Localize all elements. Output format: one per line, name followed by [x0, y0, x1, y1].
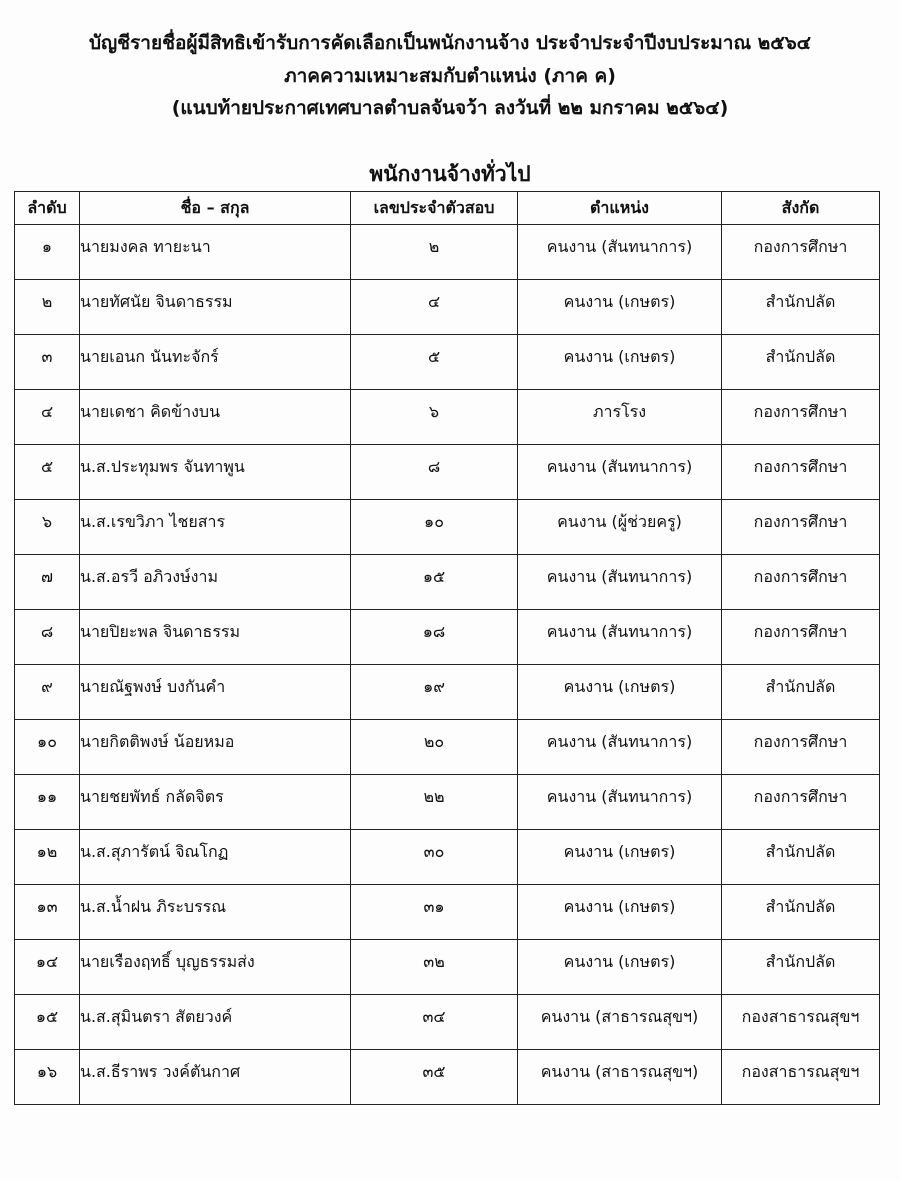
- department-cell: สำนักปลัด: [722, 940, 880, 995]
- exam-id-cell: ๓๐: [351, 830, 518, 885]
- table-header-row: [15, 192, 880, 225]
- candidate-name-cell: น.ส.อรวี อภิวงษ์งาม: [80, 555, 351, 610]
- exam-id-cell: ๑๙: [351, 665, 518, 720]
- department-cell: สำนักปลัด: [722, 830, 880, 885]
- position-cell: ภารโรง: [518, 390, 722, 445]
- candidate-name-cell: นายชยพัทธ์ กลัดจิตร: [80, 775, 351, 830]
- document-subheading: ภาคความเหมาะสมกับตำแหน่ง (ภาค ค): [284, 65, 616, 87]
- table-row: [15, 830, 880, 885]
- department-cell: กองสาธารณสุขฯ: [722, 995, 880, 1050]
- department-cell: กองการศึกษา: [722, 225, 880, 280]
- table-row: [15, 445, 880, 500]
- candidate-name-cell: นายณัฐพงษ์ บงกันคำ: [80, 665, 351, 720]
- row-number-cell: ๑๑: [15, 775, 80, 830]
- header-name: ชื่อ – สกุล: [80, 192, 351, 225]
- candidate-name-cell: น.ส.สุภารัตน์ จิณโกฏ: [80, 830, 351, 885]
- candidate-name-cell: นายเอนก นันทะจักร์: [80, 335, 351, 390]
- position-cell: คนงาน (สาธารณสุขฯ): [518, 995, 722, 1050]
- table-row: [15, 555, 880, 610]
- table-caption: พนักงานจ้างทั่วไป: [369, 162, 531, 186]
- row-number-cell: ๑๖: [15, 1050, 80, 1105]
- department-cell: กองการศึกษา: [722, 390, 880, 445]
- row-number-cell: ๒: [15, 280, 80, 335]
- position-cell: คนงาน (ผู้ช่วยครู): [518, 500, 722, 555]
- header-position: ตำแหน่ง: [518, 192, 722, 225]
- row-number-cell: ๕: [15, 445, 80, 500]
- exam-id-cell: ๓๕: [351, 1050, 518, 1105]
- exam-id-cell: ๒๒: [351, 775, 518, 830]
- position-cell: คนงาน (เกษตร): [518, 885, 722, 940]
- row-number-cell: ๔: [15, 390, 80, 445]
- candidate-name-cell: นายกิตติพงษ์ น้อยหมอ: [80, 720, 351, 775]
- candidate-name-cell: นายเดชา คิดข้างบน: [80, 390, 351, 445]
- position-cell: คนงาน (สันทนาการ): [518, 775, 722, 830]
- candidate-name-cell: นายปิยะพล จินดาธรรม: [80, 610, 351, 665]
- exam-id-cell: ๒: [351, 225, 518, 280]
- row-number-cell: ๑๒: [15, 830, 80, 885]
- department-cell: กองการศึกษา: [722, 500, 880, 555]
- department-cell: กองสาธารณสุขฯ: [722, 1050, 880, 1105]
- row-number-cell: ๑: [15, 225, 80, 280]
- exam-id-cell: ๕: [351, 335, 518, 390]
- row-number-cell: ๙: [15, 665, 80, 720]
- candidate-name-cell: น.ส.ประทุมพร จันทาพูน: [80, 445, 351, 500]
- exam-id-cell: ๓๒: [351, 940, 518, 995]
- candidate-name-cell: น.ส.น้ำฝน ภิระบรรณ: [80, 885, 351, 940]
- row-number-cell: ๗: [15, 555, 80, 610]
- table-row: [15, 335, 880, 390]
- header-department: สังกัด: [722, 192, 880, 225]
- candidate-table: [14, 191, 880, 1105]
- department-cell: กองการศึกษา: [722, 775, 880, 830]
- row-number-cell: ๓: [15, 335, 80, 390]
- candidate-name-cell: น.ส.ธีราพร วงค์ตันกาศ: [80, 1050, 351, 1105]
- table-row: [15, 500, 880, 555]
- exam-id-cell: ๓๑: [351, 885, 518, 940]
- department-cell: สำนักปลัด: [722, 885, 880, 940]
- table-row: [15, 885, 880, 940]
- table-row: [15, 610, 880, 665]
- candidate-name-cell: นายมงคล ทายะนา: [80, 225, 351, 280]
- position-cell: คนงาน (เกษตร): [518, 830, 722, 885]
- exam-id-cell: ๔: [351, 280, 518, 335]
- row-number-cell: ๘: [15, 610, 80, 665]
- table-row: [15, 995, 880, 1050]
- exam-id-cell: ๘: [351, 445, 518, 500]
- table-row: [15, 940, 880, 995]
- department-cell: สำนักปลัด: [722, 280, 880, 335]
- position-cell: คนงาน (สันทนาการ): [518, 720, 722, 775]
- table-row: [15, 1050, 880, 1105]
- row-number-cell: ๖: [15, 500, 80, 555]
- position-cell: คนงาน (สันทนาการ): [518, 555, 722, 610]
- candidate-name-cell: นายทัศนัย จินดาธรรม: [80, 280, 351, 335]
- exam-id-cell: ๑๐: [351, 500, 518, 555]
- position-cell: คนงาน (เกษตร): [518, 280, 722, 335]
- candidate-name-cell: น.ส.สุมินตรา สัตยวงค์: [80, 995, 351, 1050]
- table-row: [15, 720, 880, 775]
- candidate-name-cell: นายเรืองฤทธิ์ บุญธรรมส่ง: [80, 940, 351, 995]
- department-cell: สำนักปลัด: [722, 335, 880, 390]
- position-cell: คนงาน (เกษตร): [518, 940, 722, 995]
- header-exam-id: เลขประจำตัวสอบ: [351, 192, 518, 225]
- table-row: [15, 775, 880, 830]
- table-row: [15, 665, 880, 720]
- position-cell: คนงาน (สันทนาการ): [518, 610, 722, 665]
- row-number-cell: ๑๔: [15, 940, 80, 995]
- row-number-cell: ๑๐: [15, 720, 80, 775]
- department-cell: กองการศึกษา: [722, 720, 880, 775]
- department-cell: กองการศึกษา: [722, 610, 880, 665]
- exam-id-cell: ๒๐: [351, 720, 518, 775]
- row-number-cell: ๑๕: [15, 995, 80, 1050]
- table-row: [15, 280, 880, 335]
- position-cell: คนงาน (สาธารณสุขฯ): [518, 1050, 722, 1105]
- position-cell: คนงาน (เกษตร): [518, 665, 722, 720]
- exam-id-cell: ๖: [351, 390, 518, 445]
- table-row: [15, 390, 880, 445]
- exam-id-cell: ๑๘: [351, 610, 518, 665]
- position-cell: คนงาน (เกษตร): [518, 335, 722, 390]
- document-reference: (แนบท้ายประกาศเทศบาลตำบลจันจว้า ลงวันที่ ๒๒ มกราคม ๒๕๖๔): [171, 97, 729, 119]
- department-cell: กองการศึกษา: [722, 445, 880, 500]
- document-title: บัญชีรายชื่อผู้มีสิทธิเข้ารับการคัดเลือกเป็นพนักงานจ้าง ประจำประจำปีงบประมาณ ๒๕๖๔: [88, 32, 812, 54]
- exam-id-cell: ๑๕: [351, 555, 518, 610]
- position-cell: คนงาน (สันทนาการ): [518, 445, 722, 500]
- table-row: [15, 225, 880, 280]
- table-body: [15, 225, 880, 1105]
- position-cell: คนงาน (สันทนาการ): [518, 225, 722, 280]
- candidate-name-cell: น.ส.เรขวิภา ไชยสาร: [80, 500, 351, 555]
- department-cell: สำนักปลัด: [722, 665, 880, 720]
- exam-id-cell: ๓๔: [351, 995, 518, 1050]
- department-cell: กองการศึกษา: [722, 555, 880, 610]
- header-no: ลำดับ: [15, 192, 80, 225]
- row-number-cell: ๑๓: [15, 885, 80, 940]
